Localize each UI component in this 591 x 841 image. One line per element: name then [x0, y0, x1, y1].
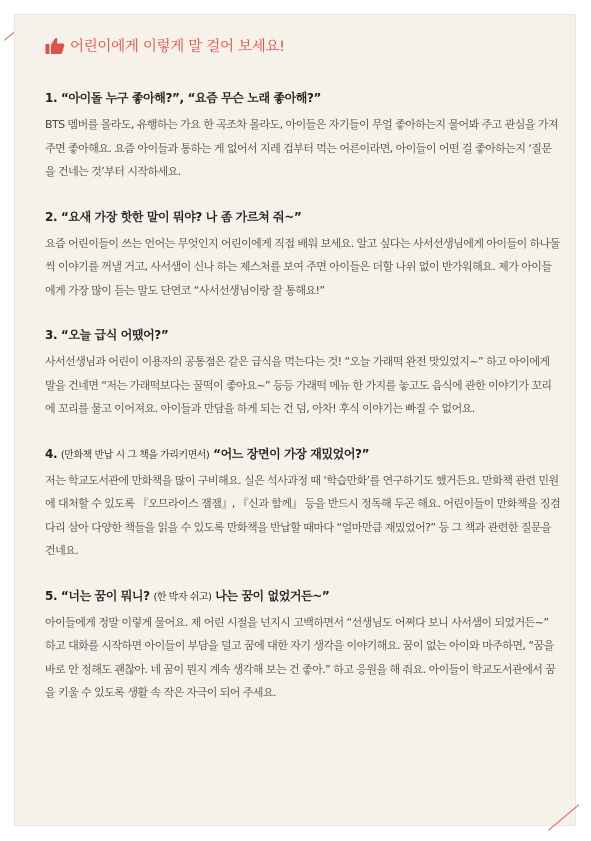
section-body: 요즘 어린이들이 쓰는 언어는 무엇인지 어린이에게 직접 배워 보세요. 알고 싶다는 사서선생님에게 아이들이 하나둘씩 이야기를 꺼낼 거고, 사서샘이 신나 하는 제스처를 보여 주면 아이들은 더할 나위 없이 반가워해요. 제가 아이들에게 가장 많이 듣는 말도 단연코 “사서선생님이랑 잘 통해요!” — [45, 236, 560, 297]
section-body: 아이들에게 정말 이렇게 물어요. 제 어린 시절을 넌지시 고백하면서 “선생님도 어쩌다 보니 사서샘이 되었거든~” 하고 대화를 시작하면 아이들이 부담을 덜고 꿈에 대한 자기 생각을 이야기해요. 꿈이 없는 아이와 마주하면, “꿈을 바로 안 정해도 괜찮아. 네 꿈이 뭔지 계속 생각해 보는 건 좋아.” 하고 응원을 해 줘요. 아이들이 학교도서관에서 꿈을 키울 수 있도록 생활 속 작은 자극이 되어 주세요. — [45, 615, 556, 699]
section-body: BTS 멤버를 몰라도, 유행하는 가요 한 곡조차 몰라도, 아이들은 자기들이 무얼 좋아하는지 물어봐 주고 관심을 가져 주면 좋아해요. 요즘 아이들과 통하는 게 없어서 지레 겁부터 먹는 어른이라면, 아이들이 어떤 걸 좋아하는지 ‘질문을 건네는 것’부터 시작하세요. — [45, 118, 559, 178]
thumbs-up-icon — [45, 37, 65, 55]
section-heading — [45, 445, 561, 462]
section-1 — [45, 89, 561, 184]
section-4 — [45, 445, 561, 563]
section-heading-aside: (만화책 반납 시 그 책을 가리키면서) — [60, 449, 210, 461]
section-heading: 2. “요새 가장 핫한 말이 뭐야? 나 좀 가르쳐 줘~” — [45, 209, 302, 224]
section-heading: 3. “오늘 급식 어땠어?” — [45, 328, 169, 342]
section-heading — [45, 587, 561, 604]
section-body: 사서선생님과 어린이 이용자의 공통점은 같은 급식을 먹는다는 것! “오늘 가래떡 완전 맛있었지~” 하고 아이에게 말을 건네면 “저는 가래떡보다는 꿀떡이 좋아요~” 등등 가래떡 메뉴 한 가지를 놓고도 음식에 관한 이야기가 꼬리에 꼬리를 물고 이어져요. 아이들과 만담을 하게 되는 건 덤, 아차! 후식 이야기는 빠질 수 없어요. — [45, 355, 552, 415]
section-3 — [45, 326, 561, 421]
section-body: 저는 학교도서관에 만화책을 많이 구비해요. 실은 석사과정 때 ‘학습만화’를 연구하기도 했거든요. 만화책 관련 민원에 대처할 수 있도록 『오므라이스 잼잼』, 『신과 함께』 등을 반드시 정독해 두곤 해요. 어린이들이 만화책을 징검다리 삼아 다양한 책들을 읽을 수 있도록 만화책을 반납할 때마다 “얼마만큼 재밌었어?” 등 그 책과 관련한 질문을 건네요. — [45, 473, 561, 557]
section-2 — [45, 208, 561, 303]
tips-card — [14, 14, 576, 826]
section-heading-quote-end: 나는 꿈이 없었거든~” — [215, 588, 330, 603]
card-title: 어린이에게 이렇게 말 걸어 보세요! — [70, 39, 285, 55]
section-heading-quote: “어느 장면이 가장 재밌었어?” — [213, 446, 370, 461]
section-5 — [45, 587, 561, 705]
content — [45, 89, 561, 729]
section-heading-number: 4. — [45, 446, 58, 461]
section-heading: 1. “아이돌 누구 좋아해?”, “요즘 무슨 노래 좋아해?” — [45, 91, 322, 105]
section-heading-quote: 5. “너는 꿈이 뭐니? — [45, 588, 150, 603]
card-header — [45, 35, 285, 56]
section-heading-aside: (한 박자 쉬고) — [153, 591, 212, 603]
